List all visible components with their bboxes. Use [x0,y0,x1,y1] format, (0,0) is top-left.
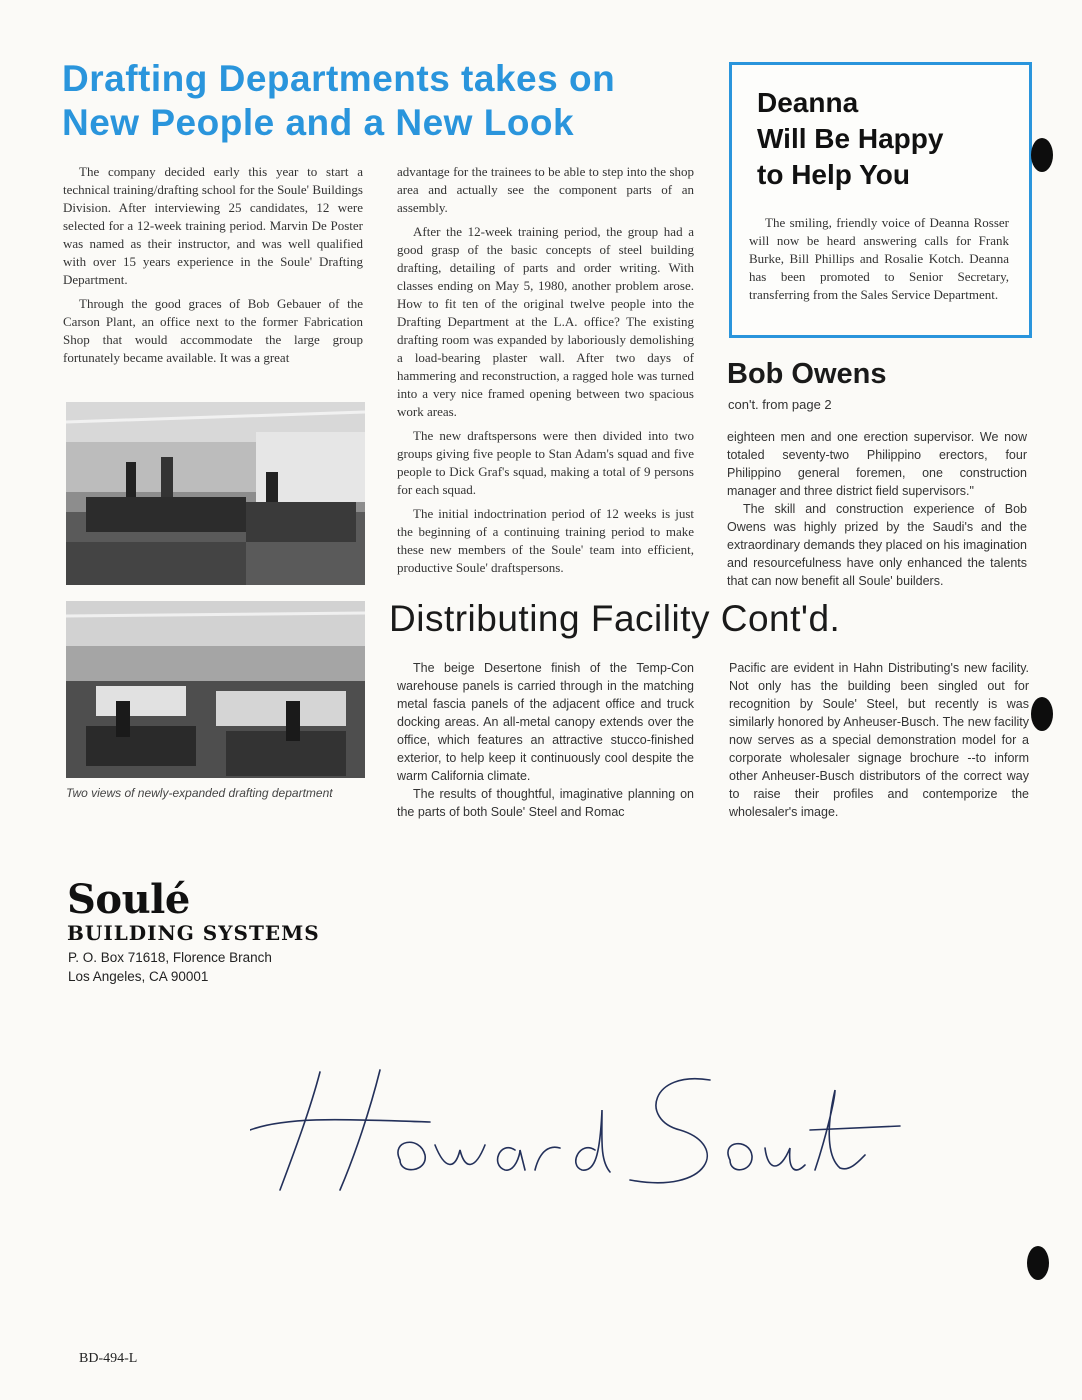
paragraph: Pacific are evident in Hahn Distributing's new facility. Not only has the building been singled out for recognition by Soule' Steel, but recently is was similarly honored by Anheuser-Busch. The new facility now serves as a special demonstration model for a corporate wholesaler signage brochure --to inform other Anheuser-Busch distributors of the correct way to raise their profiles and contemporize the wholesaler's image. [729,661,1029,819]
distributing-col1 [397,659,694,821]
bob-owens-title: Bob Owens [727,358,887,390]
title-line: Deanna [757,87,859,118]
soule-logo: Soulé [67,876,190,923]
soule-logo-subtitle: BUILDING SYSTEMS [67,921,320,945]
photo-caption: Two views of newly-expanded drafting department [66,786,333,800]
paragraph: The skill and construction experience of Bob Owens was highly prized by the Saudi's and the extraordinary demands they placed on his imagination and resourcefulness have only enhanced the talents that can now benefit all Soule' builders. [727,502,1027,588]
bob-owens-subtitle: con't. from page 2 [728,397,832,412]
paragraph: advantage for the trainees to be able to step into the shop area and actually see the component parts of an assembly. [397,164,694,215]
distributing-title: Distributing Facility Cont'd. [389,598,841,639]
paragraph: The results of thoughtful, imaginative planning on the parts of both Soule' Steel and Romac [397,787,694,819]
handwritten-signature [250,1060,910,1200]
paragraph: Through the good graces of Bob Gebauer of the Carson Plant, an office next to the former Fabrication Shop that would accommodate the large group fortunately became available. It was a great [63,296,363,365]
company-address [68,948,272,986]
distributing-col2 [729,659,1029,821]
drafting-room-photo-2 [66,601,365,778]
punch-hole [1031,138,1053,172]
deanna-box-title [757,85,943,193]
address-line: Los Angeles, CA 90001 [68,969,209,984]
bob-owens-body [727,428,1027,590]
paragraph: After the 12-week training period, the group had a good grasp of the basic concepts of steel building drafting, detailing of parts and order writing. With classes ending on May 5, 1980, another problem arose. How to fit ten of the original twelve people into the Drafting Department at the L.A. office? The existing drafting room was expanded by laboriously demolishing a load-bearing plaster wall. After two days of hammering and reconstruction, a ragged hole was turned into a very nice framed opening between two spacious work areas. [397,224,694,419]
paragraph: The company decided early this year to start a technical training/drafting school for the Soule' Buildings Division. After interviewing 25 candidates, 12 were selected for a 12-week training period. Marvin De Poster was named as their instructor, and was well qualified with over 15 years experience in the Soule' Drafting Department. [63,164,363,287]
deanna-announcement-box [729,62,1032,338]
document-code: BD-494-L [79,1351,138,1366]
paragraph: eighteen men and one erection supervisor. We now totaled seventy-two Philippino erectors, four Philippino general foremen, one construction manager and three district field supervisors." [727,430,1027,498]
punch-hole [1031,697,1053,731]
drafting-article-col2 [397,163,694,583]
punch-hole [1027,1246,1049,1280]
drafting-room-photo-1 [66,402,365,585]
title-line: to Help You [757,159,910,190]
page-headline [62,57,702,145]
paragraph: The beige Desertone finish of the Temp-Con warehouse panels is carried through in the matching metal fascia panels of the adjacent office and truck docking areas. An all-metal canopy extends over the office, which features an attractive stucco-finished exterior, to help keep it continuously cool despite the warm California climate. [397,661,694,783]
paragraph: The new draftspersons were then divided into two groups giving five people to Stan Adam's squad and five people to Dick Graf's squad, making a total of 9 persons for each squad. [397,428,694,497]
deanna-box-body: The smiling, friendly voice of Deanna Rosser will now be heard answering calls for Frank Burke, Bill Phillips and Rosalie Kotch. Deanna has been promoted to Senior Secretary, transferring from the Sales Service Department. [749,215,1009,302]
headline-line-1: Drafting Departments takes on [62,58,616,99]
paragraph: The initial indoctrination period of 12 weeks is just the beginning of a continuing training period to make these new members of the Soule' team into efficient, productive Soule' draftspersons. [397,506,694,575]
drafting-article-col1 [63,163,363,373]
headline-line-2: New People and a New Look [62,102,575,143]
title-line: Will Be Happy [757,123,944,154]
address-line: P. O. Box 71618, Florence Branch [68,950,272,965]
